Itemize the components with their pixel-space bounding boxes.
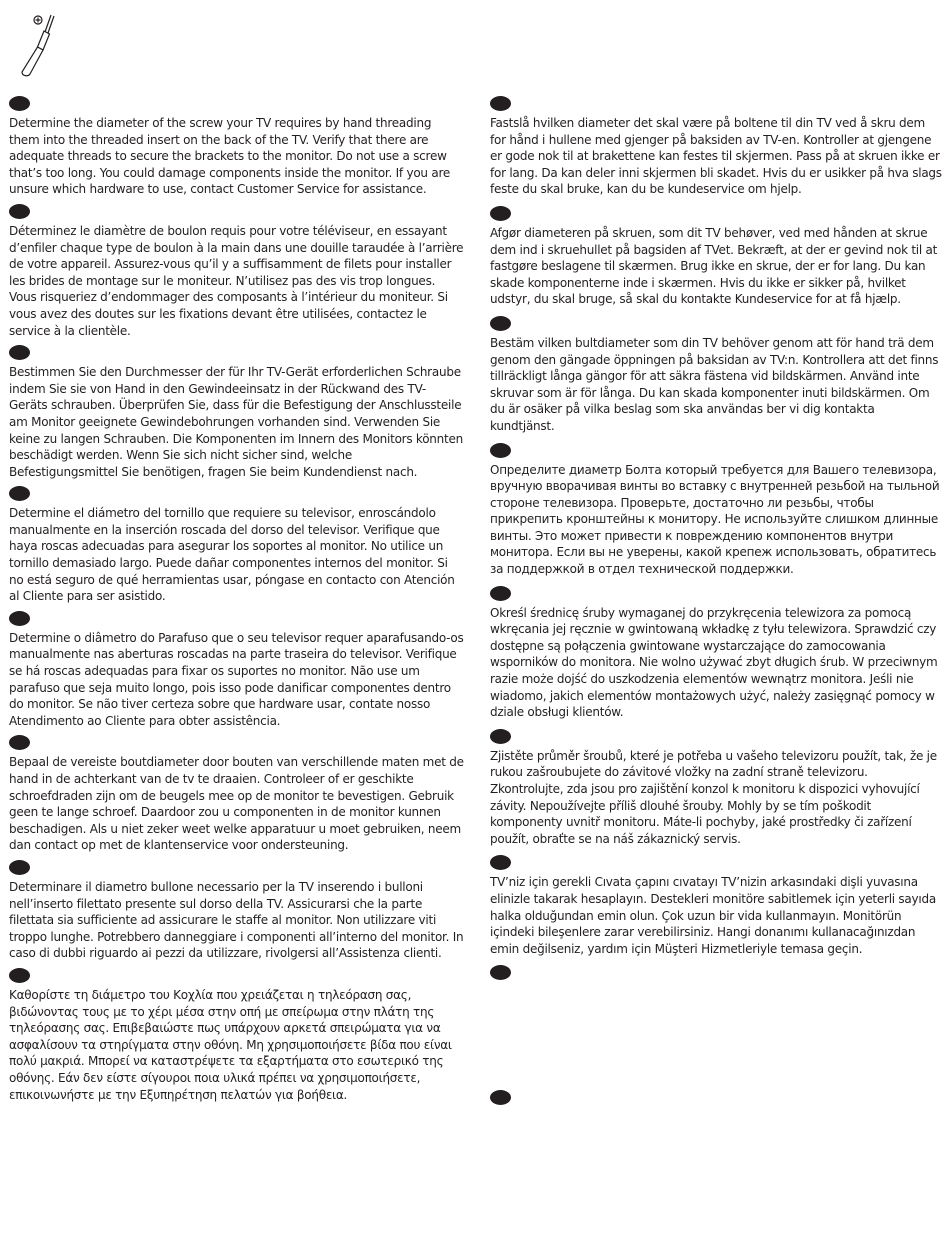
instruction-es <box>9 486 464 605</box>
instruction-text: Bepaal de vereiste boutdiameter door bouten van verschillende maten met de hand in de achterkant van de tv te draaien. Controleer of er geschikte schroefdraden zijn om de beugels mee op de monitor te bevestigen. Gebruik geen te lange schroef. Daardoor zou u componenten in de monitor kunnen beschadigen. Als u niet zeker weet welke apparatuur u moet gebruiken, neem dan contact op met de klantenservice voor ondersteuning. <box>9 755 464 853</box>
instruction-nl <box>9 735 464 854</box>
instruction-text: Determinare il diametro bullone necessario per la TV inserendo i bulloni nell’inserto filettato presente sul dorso della TV. Assicurarsi che la parte filettata sia sufficiente ad assicurare le staffe al monitor. Non utilizzare viti troppo lunghe. Potrebbero danneggiare i componenti all’interno del monitor. In caso di dubbi riguardo ai pezzi da utilizzare, rivolgersi all’Assistenza clienti. <box>9 879 464 961</box>
right-column <box>490 96 942 1113</box>
step-bullet <box>490 965 511 980</box>
instruction-fr <box>9 204 464 339</box>
step-bullet <box>490 586 511 601</box>
step-bullet <box>490 443 511 458</box>
step-bullet <box>490 729 511 744</box>
instruction-de <box>9 345 464 480</box>
step-bullet <box>9 860 30 875</box>
instruction-text: Καθορίστε τη διάμετρο του Κοχλία που χρειάζεται η τηλεόραση σας, βιδώνοντας τους με το χέρι μέσα στην οπή με σπείρωμα στην πλάτη της τηλεόρασης σας. Επιβεβαιώστε πως υπάρχουν αρκετά σπειρώματα για να ασφαλίσουν τα στηρίγματα στην οθόνη. Μη χρησιμοποιήσετε βίδα που είναι πολύ μακριά. Μπορεί να καταστρέψετε τα εξαρτήματα στο εσωτερικό της οθόνης. Εάν δεν είστε σίγουροι ποια υλικά πρέπει να χρησιμοποιήσετε, επικοινωνήστε με την Εξυπηρέτηση πελατών για βοήθεια. <box>9 987 452 1102</box>
instruction-text: Bestäm vilken bultdiameter som din TV behöver genom att för hand trä dem genom den gängade öppningen på baksidan av TV:n. Kontrollera att det finns tillräckligt långa gängor för att säkra fästena vid bildskärmen. Använd inte skruvar som är för långa. Du kan skada komponenter inuti bildskärmen. Om du är osäker på vilka beslag som ska användas ber vi dig kontakta kundtjänst. <box>490 335 939 433</box>
instruction-no <box>490 96 942 198</box>
instruction-text: Determine el diámetro del tornillo que requiere su televisor, enroscándolo manualmente en la inserción roscada del dorso del televisor. Verifique que haya roscas adecuadas para asegurar los soportes al monitor. No utilice un tornillo demasiado largo. Puede dañar componentes internos del monitor. Si no está seguro de qué herramientas usar, póngase en contacto con Atención al Cliente para ser asistido. <box>9 506 455 604</box>
instruction-tr <box>490 855 942 957</box>
instruction-pt <box>9 611 464 730</box>
instruction-it <box>9 860 464 962</box>
step-bullet <box>490 206 511 221</box>
instruction-text: Afgør diameteren på skruen, som dit TV behøver, ved med hånden at skrue dem ind i skruehullet på bagsiden af TVet. Bekræft, at der er gevind nok til at fastgøre beslagene til skærmen. Brug ikke en skrue, der er for lang. Du kan skade komponenterne inde i skærmen. Hvis du ikke er sikker på, hvilket udstyr, du skal bruge, så skal du kontakte Kundeservice for at få hjælp. <box>490 225 938 307</box>
instruction-sv <box>490 316 942 435</box>
instruction-en <box>9 96 464 198</box>
step-bullet <box>9 735 30 750</box>
instruction-text: Déterminez le diamètre de boulon requis pour votre téléviseur, en essayant d’enfiler chaque type de boulon à la main dans une douille taraudée à l’arrière de votre appareil. Assurez-vous qu’il y a suffisamment de filets pour installer les brides de montage sur le moniteur. N’utilisez pas des vis trop longues. Vous risqueriez d’endommager des composants à l’intérieur du moniteur. Si vous avez des doutes sur les fixations devant être utilisées, contactez le service à la clientèle. <box>9 223 464 338</box>
step-bullet <box>490 316 511 331</box>
step-bullet <box>490 1090 511 1105</box>
instruction-text: Fastslå hvilken diameter det skal være på boltene til din TV ved å skru dem for hånd i hullene med gjenger på baksiden av TV-en. Kontroller at gjengene er gode nok til at brakettene kan festes til skjermen. Pass på at skruen ikke er for lang. Da kan deler inni skjermen bli skadet. Hvis du er usikker på hva slags feste du skal bruke, kan du be kundeservice om hjelp. <box>490 116 942 197</box>
instruction-text: Bestimmen Sie den Durchmesser der für Ihr TV-Gerät erforderlichen Schraube indem Sie sie von Hand in den Gewindeeinsatz in der Rückwand des TV-Geräts schrauben. Überprüfen Sie, dass für die Befestigung der Anschlussteile am Monitor geeignete Gewindebohrungen vorhanden sind. Verwenden Sie keine zu langen Schrauben. Die Komponenten im Innern des Monitors könnten beschädigt werden. Wenn Sie sich nicht sicher sind, welche Befestigungsmittel Sie benötigen, fragen Sie beim Kundendienst nach. <box>9 365 463 479</box>
step-bullet <box>9 204 30 219</box>
instruction-text: Determine the diameter of the screw your TV requires by hand threading them into the threaded insert on the back of the TV. Verify that there are adequate threads to secure the brackets to the monitor. Do not use a screw that’s too long. You could damage components inside the monitor. If you are unsure which hardware to use, contact Customer Service for assistance. <box>9 116 450 197</box>
step-bullet <box>9 968 30 983</box>
step-bullet <box>9 96 30 111</box>
step-bullet <box>490 96 511 111</box>
instruction-text: Określ średnicę śruby wymaganej do przykręcenia telewizora za pomocą wkręcania jej ręcznie w gwintowaną wkładkę z tyłu telewizora. Sprawdzić czy dostępne są połączenia gwintowane wystarczające do zamocowania wsporników do monitora. Nie wolno używać zbyt długich śrub. W przeciwnym razie może dojść do uszkodzenia elementów wewnątrz monitora. Jeśli nie wiadomo, jakich elementów montażowych użyć, należy zasięgnąć pomocy w dziale obsługi klientów. <box>490 605 938 720</box>
instruction-ru <box>490 443 942 578</box>
instruction-pl <box>490 586 942 721</box>
empty-section-space <box>490 984 942 1082</box>
instruction-el <box>9 968 464 1103</box>
instruction-blank-2 <box>490 1090 942 1105</box>
screwdriver-icon <box>8 12 58 78</box>
step-bullet <box>9 345 30 360</box>
step-bullet <box>490 855 511 870</box>
instruction-da <box>490 206 942 308</box>
instruction-text: TV’niz için gerekli Cıvata çapını cıvatayı TV’nizin arkasındaki dişli yuvasına elinizle takarak hesaplayın. Destekleri monitöre sabitlemek için yeterli sayıda halka olduğundan emin olun. Çok uzun bir vida kullanmayın. Monitörün içindeki bileşenlere zarar verebilirsiniz. Hangi donanımı kullanacağınızdan emin değilseniz, yardım için Müşteri Hizmetleriyle temasa geçin. <box>490 875 936 956</box>
step-bullet <box>9 611 30 626</box>
instruction-text: Zjistěte průměr šroubů, které je potřeba u vašeho televizoru použít, tak, že je rukou zašroubujete do závitové vložky na zadní straně televizoru. Zkontrolujte, zda jsou pro zajištění konzol k monitoru k dispozici vyhovující závity. Nepoužívejte příliš dlouhé šrouby. Mohly by se tím poškodit komponenty uvnitř monitoru. Máte-li pochyby, jaké prostředky či zařízení použít, obraťte se na náš zákaznický servis. <box>490 748 937 846</box>
left-column <box>9 96 464 1109</box>
instruction-text: Determine o diâmetro do Parafuso que o seu televisor requer aparafusando-os manualmente nas aberturas roscadas na parte traseira do televisor. Verifique se há roscas adequadas para fixar os suportes no monitor. Não use um parafuso que seja muito longo, pois isso pode danificar componentes dentro do monitor. Se não tiver certeza sobre que hardware usar, contate nosso Atendimento ao Cliente para obter assistência. <box>9 630 464 728</box>
instruction-blank-1 <box>490 965 942 1082</box>
step-bullet <box>9 486 30 501</box>
instruction-cs <box>490 729 942 848</box>
instruction-text: Определите диаметр Болта который требуется для Вашего телевизора, вручную вворачивая винты во вставку с внутренней резьбой на тыльной стороне телевизора. Проверьте, достаточно ли резьбы, чтобы прикрепить кронштейны к монитору. Не используйте слишком длинные винты. Это может привести к повреждению компонентов внутри монитора. Если вы не уверены, какой крепеж использовать, обратитесь за поддержкой в отдел технической поддержки. <box>490 462 940 577</box>
